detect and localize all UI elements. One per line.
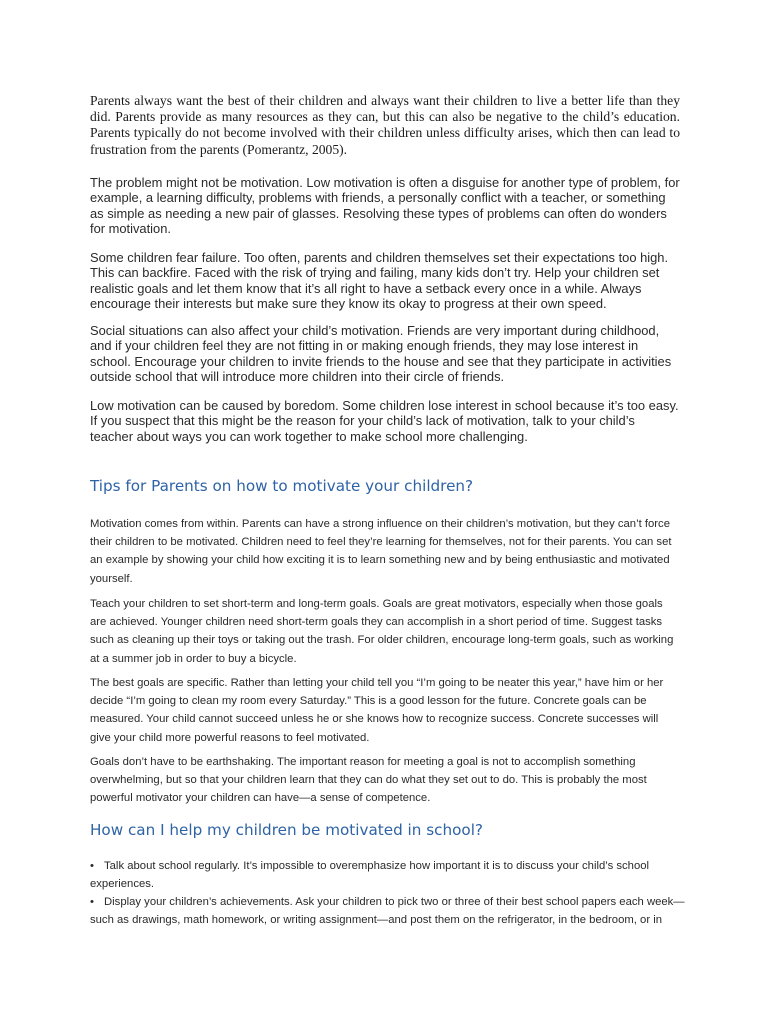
bullet-item-display-achievements bbox=[90, 893, 686, 929]
tip-paragraph-4: Goals don’t have to be earthshaking. The important reason for meeting a goal is not to accomplish something overwhelming, but so that your children learn that they can do what they set out to do. This is probably the most powerful motivator your children can have—a sense of competence. bbox=[90, 756, 647, 805]
fear-failure-paragraph: Some children fear failure. Too often, parents and children themselves set their expectations too high. This can backfire. Faced with the risk of trying and failing, many kids don’t try. Help your children set realistic goals and let them know that it’s all right to have a setback every once in a while. Always encourage their interests but make sure they know its okay to progress at their own speed. bbox=[90, 250, 669, 311]
tip-paragraph-2: Teach your children to set short-term and long-term goals. Goals are great motivators, especially when those goals are achieved. Younger children need short-term goals they can accomplish in a short period of time. Suggest tasks such as cleaning up their toys or taking out the trash. For older children, encourage long-term goals, such as working at a summer job in order to buy a bicycle. bbox=[90, 598, 674, 665]
school-motivation-heading: How can I help my children be motivated in school? bbox=[90, 821, 483, 839]
tip-paragraph-3: The best goals are specific. Rather than letting your child tell you “I’m going to be neater this year,” have him or her decide “I’m going to clean my room every Saturday.” This is a good lesson for the future. Concrete goals can be measured. Your child cannot succeed unless he or she knows how to recognize success. Concrete successes will give your child more powerful reasons to feel motivated. bbox=[90, 677, 664, 744]
bullet-marker: • bbox=[90, 860, 94, 872]
tips-heading: Tips for Parents on how to motivate your children? bbox=[90, 477, 474, 495]
intro-paragraph: Parents always want the best of their children and always want their children to live a better life than they did. Parents provide as many resources as they can, but this can also be negative to the child’s education. Parents typically do not become involved with their children unless difficulty arises, which then can lead to frustration from the parents (Pomerantz, 2005). bbox=[90, 93, 680, 157]
bullet-marker: • bbox=[90, 896, 94, 908]
motivation-problem-paragraph: The problem might not be motivation. Low motivation is often a disguise for another type of problem, for example, a learning difficulty, problems with friends, a personally conflict with a teacher, or something as simple as needing a new pair of glasses. Resolving these types of problems can often do wonders for motivation. bbox=[90, 175, 680, 236]
bullet-text: Talk about school regularly. It’s impossible to overemphasize how important it is to discuss your child’s school experiences. bbox=[90, 860, 650, 891]
bullet-text: Display your children’s achievements. Ask your children to pick two or three of their best school papers each week—such as drawings, math homework, or writing assignment—and post them on the refrigerator, in the bedroom, or in bbox=[90, 896, 685, 927]
social-situations-paragraph: Social situations can also affect your child’s motivation. Friends are very important during childhood, and if your children feel they are not fitting in or making enough friends, they may lose interest in school. Encourage your children to invite friends to the house and see that they participate in activities outside school that will introduce more children into their circle of friends. bbox=[90, 323, 672, 384]
boredom-paragraph: Low motivation can be caused by boredom. Some children lose interest in school because it’s too easy. If you suspect that this might be the reason for your child’s lack of motivation, talk to your child’s teacher about ways you can work together to make school more challenging. bbox=[90, 398, 679, 444]
tip-paragraph-1: Motivation comes from within. Parents can have a strong influence on their children’s motivation, but they can’t force their children to be motivated. Children need to feel they’re learning for themselves, not for their parents. You can set an example by showing your child how exciting it is to learn something new and by being enthusiastic and motivated yourself. bbox=[90, 518, 672, 585]
bullet-item-talk-about-school bbox=[90, 857, 686, 893]
